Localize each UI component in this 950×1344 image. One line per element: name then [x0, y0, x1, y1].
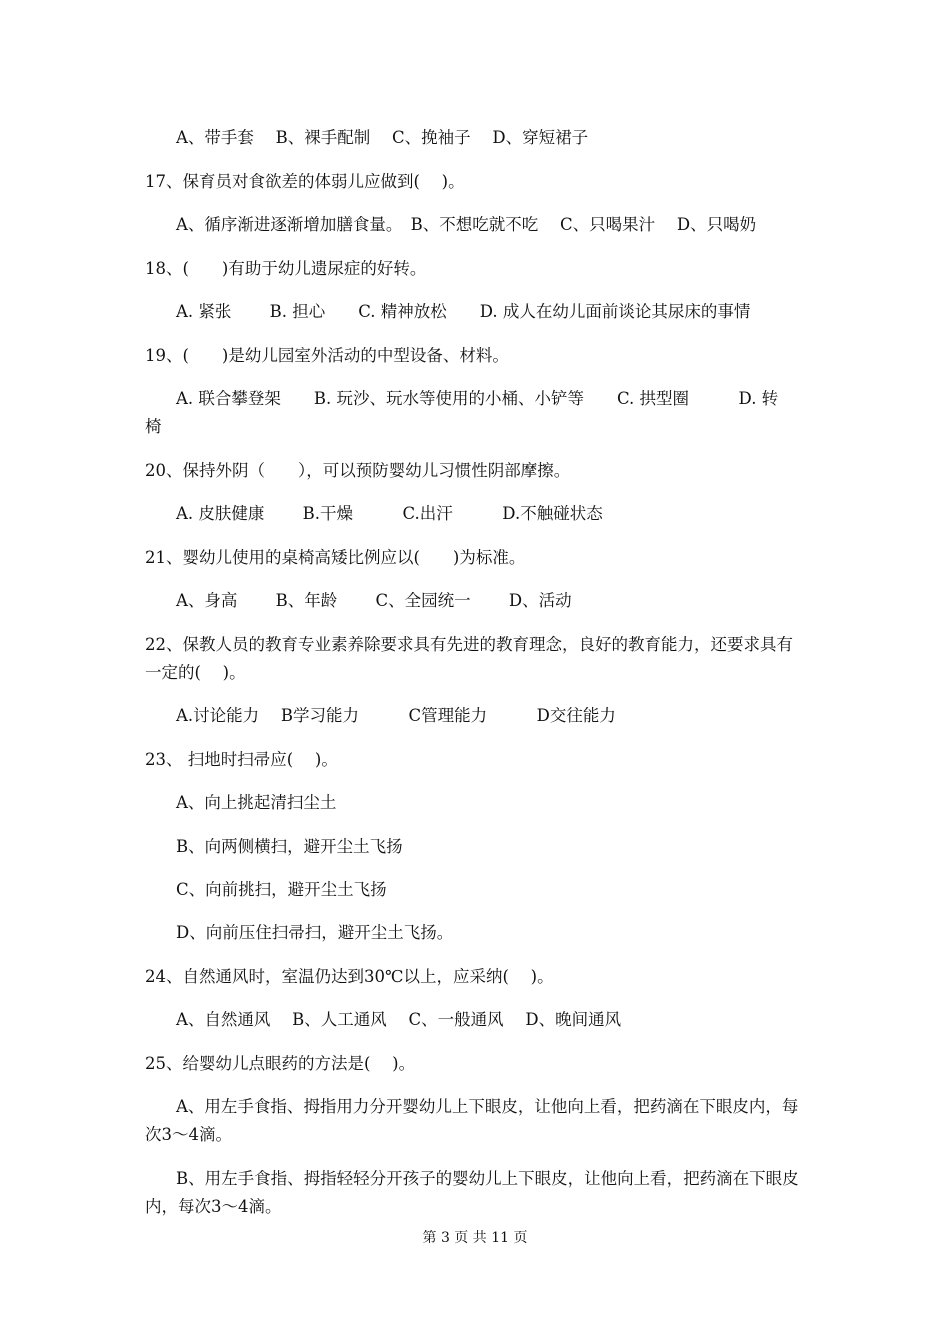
- page-footer: 第 3 页 共 11 页: [422, 1230, 528, 1246]
- q23-option-b: B、向两侧横扫，避开尘土飞扬: [176, 837, 403, 856]
- q24-stem: 24、自然通风时，室温仍达到30℃以上，应采纳( )。: [145, 967, 554, 986]
- q20-stem: 20、保持外阴（ ），可以预防婴幼儿习惯性阴部摩擦。: [145, 461, 571, 480]
- q19-options-line1: A. 联合攀登架 B. 玩沙、玩水等使用的小桶、小铲等 C. 拱型圈 D. 转: [176, 389, 779, 408]
- q22-stem-line1: 22、保教人员的教育专业素养除要求具有先进的教育理念，良好的教育能力，还要求具有: [145, 635, 793, 654]
- q25-option-b-line2: 内，每次3～4滴。: [145, 1197, 282, 1216]
- q22-options: A.讨论能力 B学习能力 C管理能力 D交往能力: [176, 706, 616, 725]
- q19-options-line2: 椅: [145, 417, 162, 436]
- q25-option-a-line1: A、用左手食指、拇指用力分开婴幼儿上下眼皮，让他向上看，把药滴在下眼皮内，每: [176, 1097, 799, 1116]
- q25-option-a-line2: 次3～4滴。: [145, 1125, 232, 1144]
- q21-stem: 21、婴幼儿使用的桌椅高矮比例应以( )为标准。: [145, 548, 526, 567]
- q21-options: A、身高 B、年龄 C、全园统一 D、活动: [176, 591, 572, 610]
- q25-option-b-line1: B、用左手食指、拇指轻轻分开孩子的婴幼儿上下眼皮，让他向上看，把药滴在下眼皮: [176, 1169, 799, 1188]
- q16-options: A、带手套 B、裸手配制 C、挽袖子 D、穿短裙子: [176, 128, 589, 147]
- q17-stem: 17、保育员对食欲差的体弱儿应做到( )。: [145, 172, 465, 191]
- q25-stem: 25、给婴幼儿点眼药的方法是( )。: [145, 1054, 416, 1073]
- q19-stem: 19、( )是幼儿园室外活动的中型设备、材料。: [145, 346, 509, 365]
- q17-options: A、循序渐进逐渐增加膳食量。 B、不想吃就不吃 C、只喝果汁 D、只喝奶: [176, 215, 757, 234]
- q23-option-c: C、向前挑扫，避开尘土飞扬: [176, 880, 387, 899]
- q18-stem: 18、( )有助于幼儿遗尿症的好转。: [145, 259, 427, 278]
- q18-options: A. 紧张 B. 担心 C. 精神放松 D. 成人在幼儿面前谈论其尿床的事情: [176, 302, 751, 321]
- q22-stem-line2: 一定的( )。: [145, 663, 246, 682]
- q23-option-d: D、向前压住扫帚扫，避开尘土飞扬。: [176, 923, 454, 942]
- q20-options: A. 皮肤健康 B.干燥 C.出汗 D.不触碰状态: [176, 504, 603, 523]
- q24-options: A、自然通风 B、人工通风 C、一般通风 D、晚间通风: [176, 1010, 622, 1029]
- q23-option-a: A、向上挑起清扫尘土: [176, 793, 337, 812]
- q23-stem: 23、 扫地时扫帚应( )。: [145, 750, 338, 769]
